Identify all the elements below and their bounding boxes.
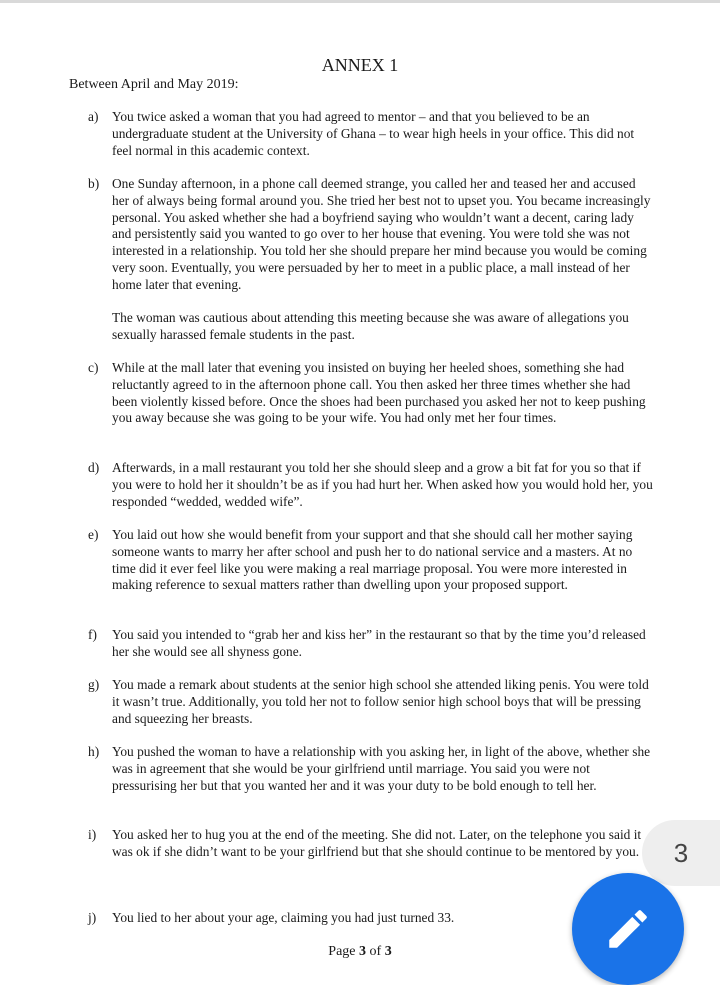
page-title: ANNEX 1	[321, 55, 399, 75]
item-text: While at the mall later that evening you insisted on buying her heeled shoes, something she had reluctantly agreed to in the afternoon phone call. You then asked her three times whether she had been violently kissed before. Once the shoes had been purchased you asked her not to keep pushing you away because she was going to be your wife. You had only met her four times.	[112, 360, 646, 426]
list-item-b	[88, 176, 654, 294]
footer-total-pages: 3	[384, 944, 392, 959]
footer-prefix: Page	[328, 944, 360, 959]
list-item-f	[88, 627, 654, 661]
item-letter: h)	[88, 744, 100, 759]
item-letter: a)	[88, 109, 99, 124]
pencil-icon	[603, 904, 653, 954]
list-item-e	[88, 527, 654, 594]
item-text: You lied to her about your age, claiming you had just turned 33.	[112, 910, 455, 925]
item-letter: e)	[88, 527, 99, 542]
item-letter: j)	[88, 910, 97, 925]
list-item-a	[88, 109, 654, 159]
item-text: You twice asked a woman that you had agreed to mentor – and that you believed to be an undergraduate student at the University of Ghana – to wear high heels in your office. This did not feel normal in this academic context.	[112, 109, 635, 158]
item-b-note: The woman was cautious about attending this meeting because she was aware of allegations you sexually harassed female students in the past.	[112, 310, 629, 342]
item-text: One Sunday afternoon, in a phone call deemed strange, you called her and teased her and accused her of always being formal around you. She tried her best not to upset you. You became increasingly personal. You asked whether she had a boyfriend saying who wouldn’t want a decent, caring lady and persistently said you wanted to go over to her house that evening. You were told she was not interested in a relationship. You told her she should prepare her mind because you would be coming very soon. Eventually, you were persuaded by her to meet in a public place, a mall instead of her home later that evening.	[112, 176, 651, 292]
item-text: You pushed the woman to have a relationship with you asking her, in light of the above, whether she was in agreement that she would be your girlfriend until marriage. You said you were not pressurising her but that you wanted her and it was your duty to be bold enough to tell her.	[112, 744, 651, 793]
item-letter: g)	[88, 677, 100, 692]
edit-button[interactable]	[572, 873, 684, 985]
item-letter: d)	[88, 460, 100, 475]
list-item-d	[88, 460, 654, 510]
page-number-badge: 3	[642, 820, 720, 886]
list-item-c	[88, 360, 654, 427]
item-text: You laid out how she would benefit from your support and that she should call her mother saying someone wants to marry her after school and push her to do national service and a masters. At no time did it ever feel like you were making a real marriage proposal. You were more interested in making reference to sexual matters rather than dwelling upon your proposed support.	[112, 527, 633, 593]
list-item-g	[88, 677, 654, 727]
item-letter: i)	[88, 827, 97, 842]
item-letter: c)	[88, 360, 99, 375]
list-item-i	[88, 827, 654, 861]
item-text: You said you intended to “grab her and kiss her” in the restaurant so that by the time you’d released her she would see all shyness gone.	[112, 627, 646, 659]
list-item-j	[88, 910, 654, 927]
footer-current-page: 3	[359, 944, 367, 959]
list-item-h	[88, 744, 654, 794]
intro-text: Between April and May 2019:	[69, 77, 239, 92]
item-text: You made a remark about students at the senior high school she attended liking penis. You were told it wasn’t true. Additionally, you told her not to follow senior high school boys that will be pressing and squeezing her breasts.	[112, 677, 649, 726]
item-text: Afterwards, in a mall restaurant you told her she should sleep and a grow a bit fat for you so that if you were to hold her it shouldn’t be as if you had hurt her. When asked how you would hold her, you responded “wedded, wedded wife”.	[112, 460, 653, 509]
footer-of: of	[366, 944, 385, 959]
item-letter: f)	[88, 627, 97, 642]
item-letter: b)	[88, 176, 100, 191]
item-text: You asked her to hug you at the end of the meeting. She did not. Later, on the telephone you said it was ok if she didn’t want to be your girlfriend but that she should continue to be mentored by you.	[112, 827, 642, 859]
